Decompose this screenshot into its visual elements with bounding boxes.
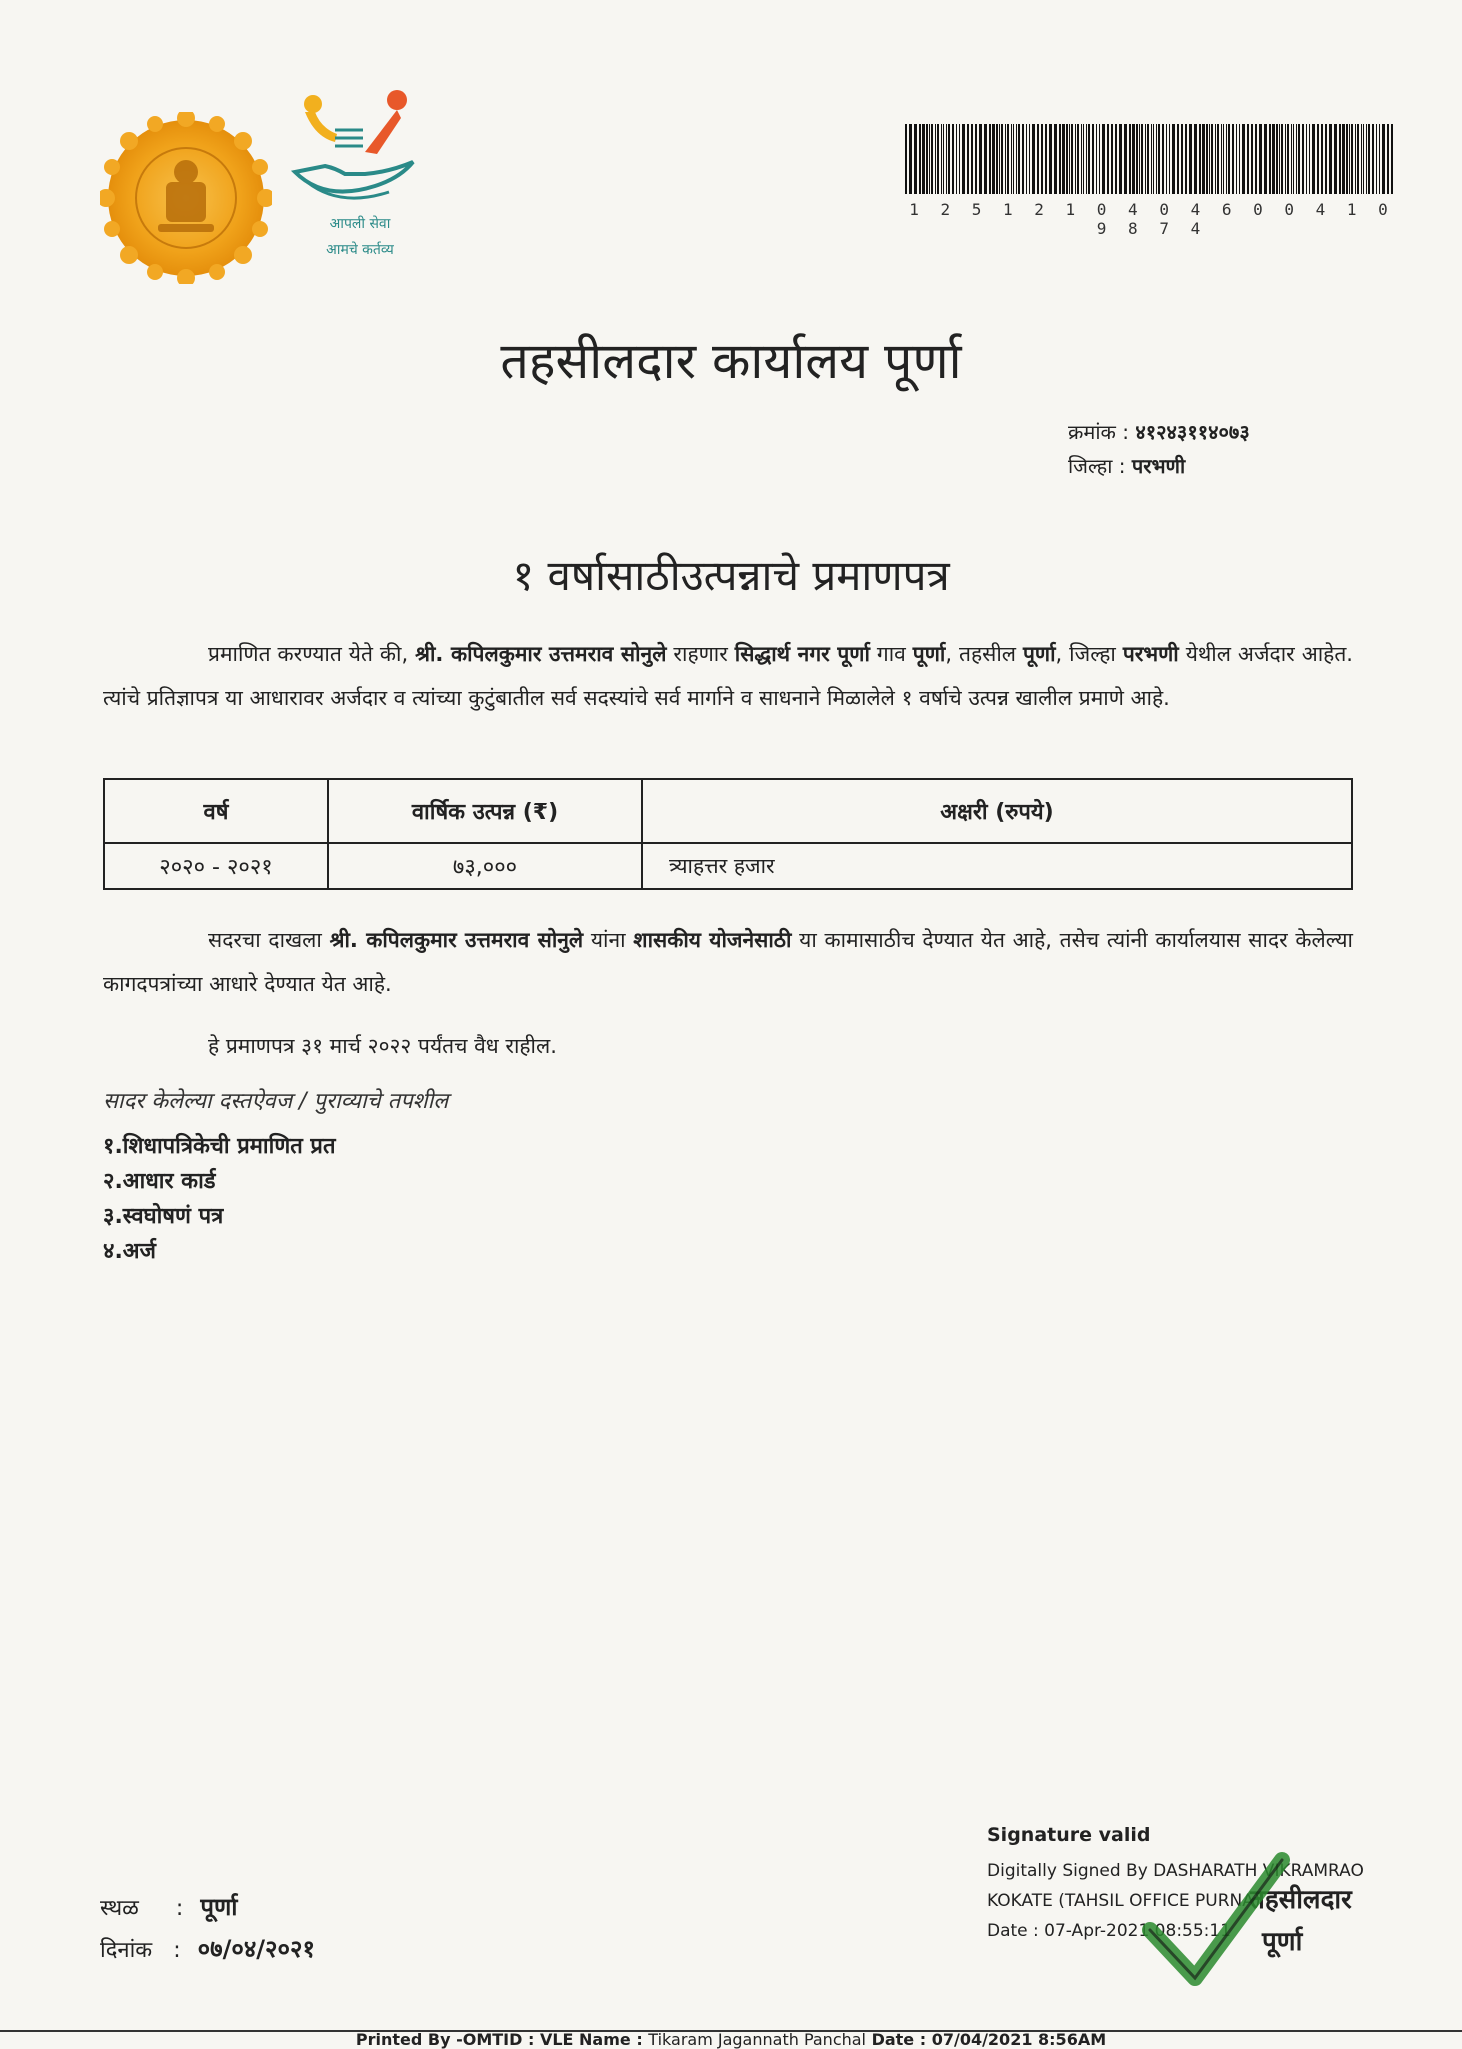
- office-title: तहसीलदार कार्यालय पूर्णा: [500, 332, 962, 390]
- barcode-bar: [1317, 124, 1319, 194]
- barcode-bar: [1296, 124, 1297, 194]
- barcode-bar: [1088, 124, 1090, 194]
- barcode-bar: [1041, 124, 1043, 194]
- barcode-bar: [1285, 124, 1286, 194]
- barcode-bar: [1169, 124, 1170, 194]
- barcode-bar: [1363, 124, 1364, 194]
- barcode: [905, 124, 1398, 194]
- barcode-bar: [1376, 124, 1377, 194]
- validity-text: हे प्रमाणपत्र ३१ मार्च २०२२ पर्यंतच वैध राहील.: [208, 1034, 557, 1058]
- serial-value: ४१२४३११४०७३: [1135, 420, 1250, 444]
- barcode-bar: [946, 124, 947, 194]
- barcode-bar: [1221, 124, 1222, 194]
- barcode-bar: [1391, 124, 1393, 194]
- barcode-bar: [1361, 124, 1362, 194]
- barcode-bar: [992, 124, 995, 194]
- col-annual-income: वार्षिक उत्पन्न (₹): [328, 779, 642, 843]
- barcode-bar: [1281, 124, 1283, 194]
- barcode-bar: [1202, 124, 1205, 194]
- barcode-bar: [1045, 124, 1047, 194]
- barcode-bar: [1013, 124, 1014, 194]
- place-value: पूर्णा: [200, 1893, 238, 1921]
- stamp-title: तहसीलदार: [1250, 1885, 1352, 1915]
- barcode-bar: [1247, 124, 1249, 194]
- certificate-title: १ वर्षासाठीउत्पन्नाचे प्रमाणपत्र: [512, 551, 950, 600]
- barcode-bar: [1379, 124, 1380, 194]
- documents-heading: सादर केलेल्या दस्तऐवज / पुराव्याचे तपशील: [103, 1089, 449, 1114]
- para2-text-3: या कामासाठीच देण्यात येत आहे, तसेच त्यांनी कार्यालयास सादर केलेल्या कागदपत्रांच्या आधारे देण्यात येत आहे.: [103, 928, 1353, 996]
- barcode-bar: [1153, 124, 1154, 194]
- document-item: १.शिधापत्रिकेची प्रमाणित प्रत: [103, 1134, 336, 1159]
- barcode-bar: [1119, 124, 1122, 194]
- para1-text-4: , तहसील: [945, 642, 1023, 666]
- barcode-bar: [1018, 124, 1020, 194]
- barcode-bar: [1177, 124, 1179, 194]
- barcode-bar: [1007, 124, 1009, 194]
- barcode-bar: [1251, 124, 1253, 194]
- document-item: ३.स्वघोषणं पत्र: [103, 1204, 224, 1229]
- barcode-bar: [1071, 124, 1073, 194]
- footer-label-vle: VLE Name :: [539, 2030, 643, 2049]
- barcode-bar: [1066, 124, 1068, 194]
- barcode-bar: [1022, 124, 1024, 194]
- barcode-bar: [979, 124, 982, 194]
- barcode-bar: [1059, 124, 1061, 194]
- barcode-bar: [1115, 124, 1117, 194]
- barcode-bar: [1272, 124, 1275, 194]
- barcode-bar: [919, 124, 921, 194]
- barcode-bar: [1011, 124, 1012, 194]
- barcode-bar: [1357, 124, 1359, 194]
- barcode-bar: [1211, 124, 1213, 194]
- barcode-bar: [1189, 124, 1192, 194]
- para2-text-1: सदरचा दाखला: [208, 928, 330, 952]
- applicant-district: परभणी: [1122, 642, 1179, 666]
- barcode-bar: [1306, 124, 1307, 194]
- barcode-bar: [952, 124, 954, 194]
- barcode-bar: [1321, 124, 1323, 194]
- barcode-bar: [1349, 124, 1350, 194]
- barcode-bar: [1209, 124, 1210, 194]
- signature-line-1: Digitally Signed By DASHARATH VIKRAMRAO: [987, 1861, 1364, 1881]
- barcode-bar: [1069, 124, 1070, 194]
- barcode-bar: [1145, 124, 1146, 194]
- signature-line-3: Date : 07-Apr-2021 08:55:11: [987, 1921, 1232, 1941]
- barcode-bar: [1102, 124, 1105, 194]
- applicant-tahsil: पूर्णा: [1022, 642, 1056, 666]
- signature-line-2: KOKATE (TAHSIL OFFICE PURNA): [987, 1891, 1261, 1911]
- barcode-bar: [941, 124, 942, 194]
- barcode-bar: [914, 124, 917, 194]
- document-item: ४.अर्ज: [103, 1239, 156, 1264]
- barcode-bar: [1156, 124, 1157, 194]
- cell-income: ७३,०००: [328, 843, 642, 889]
- barcode-bar: [1026, 124, 1027, 194]
- barcode-bar: [1139, 124, 1140, 194]
- applicant-name-2: श्री. कपिलकुमार उत्तमराव सोनुले: [329, 928, 584, 952]
- district-label: जिल्हा :: [1068, 454, 1126, 478]
- barcode-bar: [1016, 124, 1017, 194]
- col-amount-words: अक्षरी (रुपये): [642, 779, 1352, 843]
- footer-label-date: Date :: [871, 2030, 927, 2049]
- barcode-bar: [1054, 124, 1057, 194]
- barcode-bar: [1387, 124, 1389, 194]
- barcode-bar: [999, 124, 1000, 194]
- barcode-bar: [1185, 124, 1187, 194]
- barcode-bar: [1368, 124, 1370, 194]
- barcode-bar: [1223, 124, 1224, 194]
- serial-label: क्रमांक :: [1068, 420, 1129, 444]
- barcode-bar: [962, 124, 965, 194]
- barcode-bar: [1269, 124, 1271, 194]
- barcode-bar: [956, 124, 957, 194]
- place-label: स्थळ: [100, 1896, 139, 1921]
- cell-year: २०२० - २०२१: [104, 843, 328, 889]
- para1-text-5: , जिल्हा: [1055, 642, 1123, 666]
- barcode-bar: [1086, 124, 1087, 194]
- district-value: परभणी: [1131, 454, 1186, 478]
- barcode-bar: [1276, 124, 1278, 194]
- income-table: [103, 778, 1353, 890]
- barcode-bar: [1279, 124, 1280, 194]
- barcode-bar: [1132, 124, 1135, 194]
- date-row: दिनांक : ०७/०४/२०२१: [100, 1935, 315, 1963]
- barcode-bar: [967, 124, 969, 194]
- table-row: [104, 843, 1352, 889]
- barcode-bar: [1092, 124, 1094, 194]
- footer-printed-date: 07/04/2021 8:56AM: [931, 2030, 1107, 2049]
- barcode-bar: [1291, 124, 1292, 194]
- barcode-bar: [1124, 124, 1127, 194]
- barcode-bar: [1062, 124, 1065, 194]
- barcode-bar: [1242, 124, 1245, 194]
- barcode-bar: [1029, 124, 1030, 194]
- barcode-bar: [1032, 124, 1035, 194]
- barcode-bar: [1181, 124, 1183, 194]
- barcode-bar: [1239, 124, 1240, 194]
- barcode-bar: [1232, 124, 1234, 194]
- barcode-bar: [1206, 124, 1208, 194]
- barcode-bar: [1228, 124, 1230, 194]
- barcode-bar: [1226, 124, 1227, 194]
- barcode-bar: [1001, 124, 1003, 194]
- barcode-bar: [975, 124, 977, 194]
- barcode-bar: [1372, 124, 1374, 194]
- barcode-bar: [922, 124, 925, 194]
- district-row: [1068, 452, 1185, 479]
- barcode-bar: [996, 124, 998, 194]
- barcode-bar: [1298, 124, 1300, 194]
- barcode-bar: [1264, 124, 1267, 194]
- barcode-bar: [948, 124, 950, 194]
- date-label: दिनांक: [100, 1938, 153, 1963]
- barcode-bar: [1287, 124, 1289, 194]
- barcode-bar: [1147, 124, 1149, 194]
- barcode-bar: [1259, 124, 1262, 194]
- barcode-bar: [1346, 124, 1348, 194]
- barcode-bar: [1339, 124, 1341, 194]
- applicant-name: श्री. कपिलकुमार उत्तमराव सोनुले: [415, 642, 667, 666]
- table-header-row: [104, 779, 1352, 843]
- barcode-bar: [1099, 124, 1100, 194]
- para1-text-6: येथील अर्जदार आहेत. त्यांचे प्रतिज्ञापत्र या आधारावर अर्जदार व त्यांच्या कुटुंबातील सर्व सदस्यांचे सर्व मार्गाने व साधनाने मिळालेले १ वर्षाचे उत्पन्न खालील प्रमाणे आहे.: [103, 642, 1353, 710]
- barcode-bar: [1129, 124, 1131, 194]
- barcode-bar: [931, 124, 933, 194]
- barcode-bar: [1111, 124, 1113, 194]
- barcode-bar: [1334, 124, 1337, 194]
- logo-tagline-1: आपली सेवा: [329, 216, 391, 232]
- barcode-bar: [929, 124, 930, 194]
- barcode-bar: [1355, 124, 1356, 194]
- para1-text-1: प्रमाणित करण्यात येते की,: [208, 642, 416, 666]
- barcode-bar: [943, 124, 944, 194]
- barcode-bar: [937, 124, 939, 194]
- barcode-bar: [1049, 124, 1052, 194]
- barcode-bar: [1215, 124, 1216, 194]
- footer-label-omtid: Printed By -OMTID :: [355, 2030, 535, 2049]
- barcode-bar: [1136, 124, 1138, 194]
- barcode-bar: [1037, 124, 1039, 194]
- applicant-address: सिद्धार्थ नगर पूर्णा: [734, 642, 870, 666]
- barcode-bar: [1329, 124, 1332, 194]
- barcode-bar: [1005, 124, 1006, 194]
- barcode-bar: [1255, 124, 1257, 194]
- barcode-bar: [1236, 124, 1237, 194]
- para1-text-3: गाव: [869, 642, 913, 666]
- barcode-bar: [1166, 124, 1167, 194]
- barcode-bar: [935, 124, 936, 194]
- barcode-bar: [1162, 124, 1164, 194]
- para2-text-2: यांना: [583, 928, 634, 952]
- barcode-bar: [1309, 124, 1310, 194]
- applicant-village: पूर्णा: [912, 642, 946, 666]
- barcode-bar: [1293, 124, 1294, 194]
- print-footer: [0, 2030, 1462, 2049]
- barcode-bar: [1342, 124, 1345, 194]
- barcode-number: 1 2 5 1 2 1 0 4 0 4 6 0 0 4 1 0 9 8 7 4: [909, 200, 1394, 238]
- barcode-bar: [1158, 124, 1160, 194]
- signature-valid-check-icon: [1140, 1850, 1290, 1990]
- barcode-bar: [1081, 124, 1082, 194]
- cell-words: त्र्याहत्तर हजार: [642, 843, 1352, 889]
- barcode-bar: [1151, 124, 1152, 194]
- barcode-bar: [989, 124, 991, 194]
- barcode-bar: [971, 124, 973, 194]
- serial-row: [1068, 418, 1250, 445]
- footer-vle-name: Tikaram Jagannath Panchal: [648, 2030, 866, 2049]
- barcode-bar: [1366, 124, 1367, 194]
- document-item: २.आधार कार्ड: [103, 1169, 216, 1194]
- barcode-bar: [1077, 124, 1079, 194]
- certificate-paragraph: [103, 632, 1353, 720]
- barcode-bar: [1141, 124, 1143, 194]
- barcode-bar: [984, 124, 987, 194]
- barcode-bar: [1217, 124, 1219, 194]
- date-value: ०७/०४/२०२१: [197, 1935, 315, 1963]
- purpose-paragraph: [103, 918, 1353, 1006]
- barcode-bar: [1351, 124, 1353, 194]
- stamp-place: पूर्णा: [1262, 1927, 1303, 1957]
- aaple-sarkar-logo: [285, 82, 425, 267]
- certificate-purpose: शासकीय योजनेसाठी: [633, 928, 792, 952]
- barcode-bar: [1325, 124, 1327, 194]
- barcode-bar: [909, 124, 912, 194]
- barcode-bar: [1199, 124, 1201, 194]
- signature-status: Signature valid: [987, 1824, 1151, 1846]
- maharashtra-state-emblem: [100, 112, 272, 284]
- barcode-bar: [926, 124, 928, 194]
- barcode-bar: [1302, 124, 1304, 194]
- barcode-bar: [1107, 124, 1109, 194]
- barcode-bar: [1194, 124, 1197, 194]
- barcode-bar: [1083, 124, 1084, 194]
- para1-text-2: राहणार: [666, 642, 735, 666]
- col-year: वर्ष: [104, 779, 328, 843]
- barcode-bar: [1382, 124, 1385, 194]
- barcode-bar: [1096, 124, 1097, 194]
- barcode-bar: [1312, 124, 1315, 194]
- barcode-bar: [959, 124, 960, 194]
- place-row: स्थळ : पूर्णा: [100, 1893, 238, 1921]
- logo-tagline-2: आमचे कर्तव्य: [326, 242, 394, 258]
- barcode-bar: [1172, 124, 1175, 194]
- barcode-bar: [905, 124, 907, 194]
- barcode-bar: [1075, 124, 1076, 194]
